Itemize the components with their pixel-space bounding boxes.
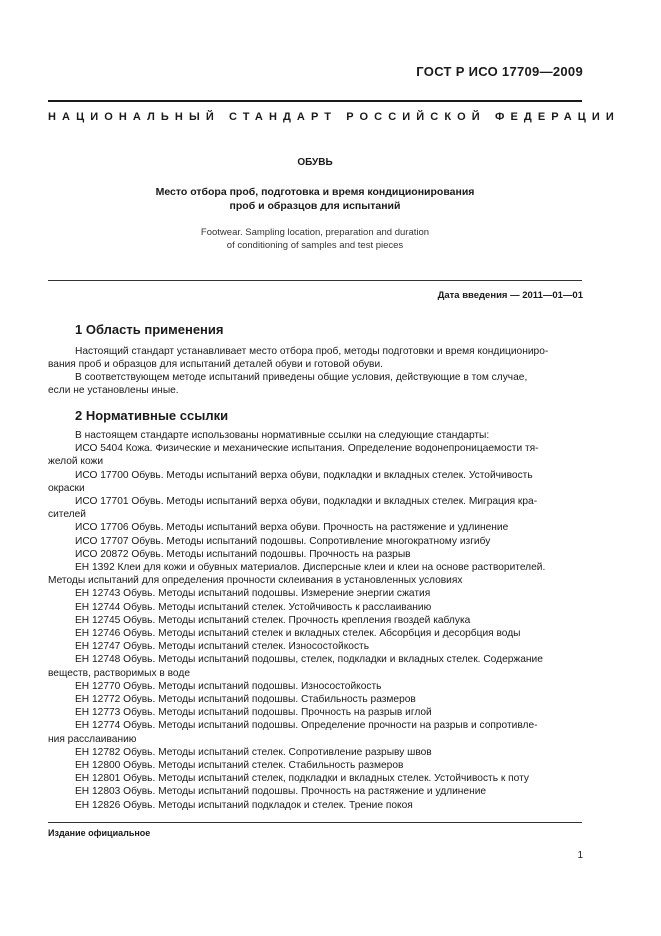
text-line: если не установлены иные. (48, 384, 179, 396)
reference-item: ЕН 12744 Обувь. Методы испытаний стелек. Устойчивость к расслаиванию (75, 601, 432, 613)
section-1-paragraph-1 (48, 346, 582, 372)
reference-item: ИСО 17707 Обувь. Методы испытаний подошвы. Сопротивление многократному изгибу (75, 535, 491, 547)
reference-item-continuation: желой кожи (48, 456, 104, 468)
reference-item: ЕН 12770 Обувь. Методы испытаний подошвы. Износостойкость (75, 680, 382, 692)
document-subtitle-en (48, 226, 582, 252)
text-line: Настоящий стандарт устанавливает место отбора проб, методы подготовки и время кондициониро- (75, 346, 549, 357)
reference-item: ЕН 12743 Обувь. Методы испытаний подошвы. Измерение энергии сжатия (75, 588, 431, 600)
reference-item: ИСО 5404 Кожа. Физические и механические испытания. Определение водонепроницаемости тя- (75, 443, 539, 455)
standard-code: ГОСТ Р ИСО 17709—2009 (416, 64, 583, 79)
reference-item: ЕН 12772 Обувь. Методы испытаний подошвы. Стабильность размеров (75, 694, 416, 706)
reference-item: ЕН 12826 Обувь. Методы испытаний подкладок и стелек. Трение покоя (75, 799, 413, 811)
document-subtitle-ru (48, 185, 582, 213)
references-container (48, 442, 582, 812)
subtitle-ru-line: проб и образцов для испытаний (229, 200, 401, 212)
reference-item: ЕН 1392 Клеи для кожи и обувных материалов. Дисперсные клеи и клеи на основе растворителей. (75, 562, 546, 574)
reference-item: ЕН 12774 Обувь. Методы испытаний подошвы. Определение прочности на разрыв и сопротивле- (75, 720, 538, 732)
date-rule (48, 280, 582, 281)
page-number: 1 (577, 850, 583, 861)
reference-item-continuation: Методы испытаний для определения прочности склеивания в установленных условиях (48, 575, 463, 587)
text-line: вания проб и образцов для испытаний деталей обуви и готовой обуви. (48, 358, 383, 370)
effective-date: Дата введения — 2011—01—01 (437, 290, 583, 301)
reference-item: ИСО 17701 Обувь. Методы испытаний верха обуви, подкладки и вкладных стелек. Миграция кра- (75, 496, 538, 508)
reference-item: ЕН 12803 Обувь. Методы испытаний подошвы. Прочность на растяжение и удлинение (75, 786, 487, 798)
header-rule (48, 100, 582, 102)
section-1-heading: 1 Область применения (75, 322, 224, 337)
subtitle-en-line: of conditioning of samples and test pieces (226, 240, 404, 251)
document-title: ОБУВЬ (297, 157, 333, 168)
national-standard-banner: НАЦИОНАЛЬНЫЙ СТАНДАРТ РОССИЙСКОЙ ФЕДЕРАЦИИ (48, 111, 620, 123)
subtitle-ru-line: Место отбора проб, подготовка и время кондиционирования (155, 186, 475, 198)
reference-item: ИСО 17706 Обувь. Методы испытаний верха обуви. Прочность на растяжение и удлинение (75, 522, 509, 534)
reference-item: ЕН 12748 Обувь. Методы испытаний подошвы, стелек, подкладки и вкладных стелек. Содержание (75, 654, 543, 666)
references-list (48, 429, 582, 812)
reference-item-continuation: сителей (48, 509, 86, 521)
reference-item: ИСО 17700 Обувь. Методы испытаний верха обуви, подкладки и вкладных стелек. Устойчивость (75, 469, 533, 481)
section-2-heading: 2 Нормативные ссылки (75, 408, 229, 423)
reference-item: ЕН 12800 Обувь. Методы испытаний стелек. Стабильность размеров (75, 760, 404, 772)
footer-rule (48, 822, 582, 823)
reference-item: ЕН 12747 Обувь. Методы испытаний стелек. Износостойкость (75, 641, 370, 653)
reference-item-continuation: окраски (48, 482, 85, 494)
section-1-paragraph-2 (48, 372, 582, 398)
text-line: В соответствующем методе испытаний приведены общие условия, действующие в том случае, (75, 372, 528, 383)
reference-item: ИСО 20872 Обувь. Методы испытаний подошвы. Прочность на разрыв (75, 548, 411, 560)
edition-label: Издание официальное (48, 828, 151, 838)
reference-item-continuation: ния расслаиванию (48, 733, 137, 745)
reference-item-continuation: веществ, растворимых в воде (48, 667, 190, 679)
reference-item: ЕН 12801 Обувь. Методы испытаний стелек, подкладки и вкладных стелек. Устойчивость к поту (75, 773, 529, 785)
reference-item: ЕН 12746 Обувь. Методы испытаний стелек и вкладных стелек. Абсорбция и десорбция воды (75, 628, 521, 640)
reference-item: ЕН 12745 Обувь. Методы испытаний стелек. Прочность крепления гвоздей каблука (75, 614, 471, 626)
subtitle-en-line: Footwear. Sampling location, preparation and duration (200, 227, 430, 238)
reference-item: ЕН 12773 Обувь. Методы испытаний подошвы. Прочность на разрыв иглой (75, 707, 432, 719)
references-intro: В настоящем стандарте использованы нормативные ссылки на следующие стандарты: (75, 430, 490, 441)
reference-item: ЕН 12782 Обувь. Методы испытаний стелек. Сопротивление разрыву швов (75, 746, 432, 758)
